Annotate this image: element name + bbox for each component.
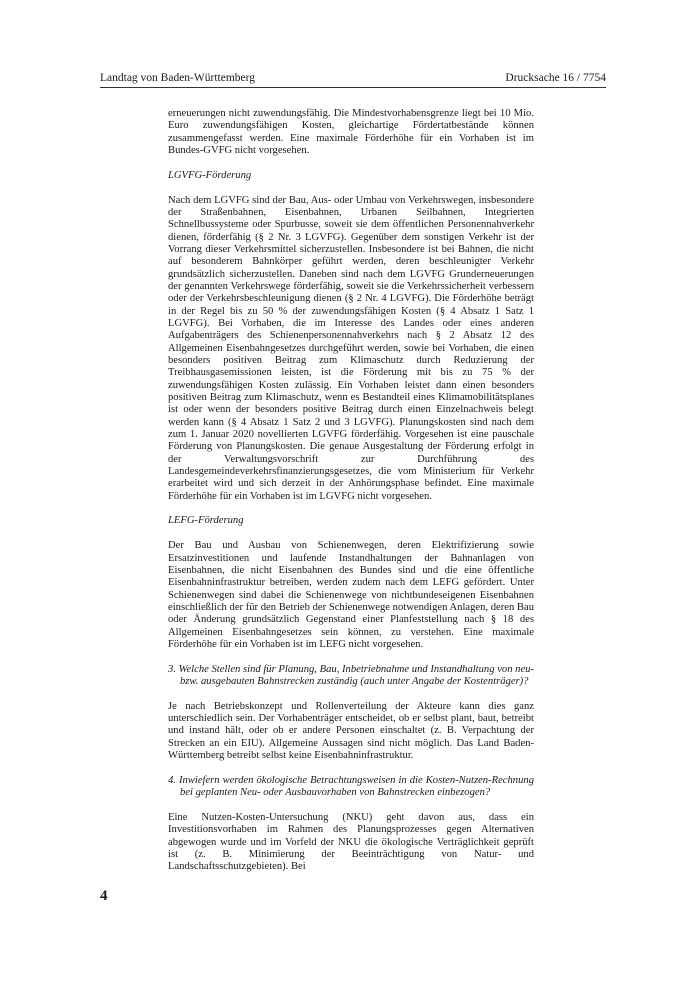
question-3: 3. Welche Stellen sind für Planung, Bau, Inbetriebnahme und Instandhaltung von neu- bzw. ausgebauten Bahnstrecken zuständig (auch unter Angabe der Kostenträger)?: [168, 663, 534, 688]
header-parliament: Landtag von Baden-Württemberg: [100, 72, 255, 84]
header-rule: [100, 87, 606, 88]
question-4: 4. Inwiefern werden ökologische Betrachtungsweisen in die Kosten-Nutzen-Rechnung bei geplanten Neu- oder Ausbauvorhaben von Bahnstrecken einbezogen?: [168, 774, 534, 799]
paragraph-bundes-gvfg-end: erneuerungen nicht zuwendungsfähig. Die Mindestvorhabensgrenze liegt bei 10 Mio. Euro zuwendungsfähigen Kosten, gleichartige Fördertatbestände können zusammengefasst werden. Eine maximale Förderhöhe für ein Vorhaben ist im Bundes-GVFG nicht vorgesehen.: [168, 108, 534, 157]
paragraph-lgvfg: Nach dem LGVFG sind der Bau, Aus- oder Umbau von Verkehrswegen, insbesondere der Straßenbahnen, Eisenbahnen, Urbanen Seilbahnen, Integrierten Schnellbussysteme oder Spurbusse, soweit sie dem öffentlichen Personennahverkehr dienen, förderfähig (§ 2 Nr. 3 LGVFG). Gegenüber dem sonstigen Verkehr ist der Vorrang dieser Verkehrsmittel sicherzustellen. Insbesondere ist bei Bahnen, die nicht auf besonderem Bahnkörper geführt werden, deren beschleunigter Verkehr grundsätzlich sicherzustellen. Daneben sind nach dem LGVFG Grunderneuerungen der genannten Verkehrswege förderfähig, soweit sie die Verkehrssicherheit verbessern oder der Verkehrsbeschleunigung dienen (§ 2 Nr. 4 LGVFG). Die Förderhöhe beträgt in der Regel bis zu 50 % der zuwendungsfähigen Kosten (§ 4 Absatz 1 Satz 1 LGVFG). Bei Vorhaben, die im Interesse des Landes oder eines anderen Aufgabenträgers des Schienenpersonennahverkehrs nach § 2 Absatz 12 des Allgemeinen Eisenbahngesetzes durchgeführt werden, sowie bei Vorhaben, die einen besonders positiven Beitrag zum Klimaschutz durch Reduzierung der Treibhausgasemissionen leisten, ist die Förderung mit bis zu 75 % der zuwendungsfähigen Kosten zulässig. Ein Vorhaben leistet dann einen besonders positiven Beitrag zum Klimaschutz, wenn es Bestandteil eines Klimamobilitätsplanes ist oder wenn der besonders positive Beitrag durch einen Einzelnachweis belegt werden kann (§ 4 Absatz 1 Satz 2 und 3 LGVFG). Planungskosten sind nach dem zum 1. Januar 2020 novellierten LGVFG förderfähig. Vorgesehen ist eine pauschale Förderung von Planungskosten. Die genaue Ausgestaltung der Förderung erfolgt in der Verwaltungsvorschrift zur Durchführung des Landesgemeindeverkehrsfinanzierungsgesetzes, die vom Ministerium für Verkehr erarbeitet wird und sich derzeit in der Anhörungsphase befindet. Eine maximale Förderhöhe für ein Vorhaben ist im LGVFG nicht vorgesehen.: [168, 194, 534, 502]
subheading-lefg: LEFG-Förderung: [168, 515, 244, 527]
page-number: 4: [100, 888, 108, 904]
page-content: [168, 108, 534, 874]
header-document-number: Drucksache 16 / 7754: [505, 72, 606, 84]
answer-3: Je nach Betriebskonzept und Rollenverteilung der Akteure kann dies ganz unterschiedlich sein. Der Vorhabenträger entscheidet, ob er selbst plant, baut, betreibt und instand hält, oder ob er andere Personen einschaltet (z. B. Verpachtung der Strecken an ein EIU). Allgemeine Aussagen sind nicht möglich. Das Land Baden-Württemberg betreibt selbst keine Eisenbahninfrastruktur.: [168, 700, 534, 762]
paragraph-lefg: Der Bau und Ausbau von Schienenwegen, deren Elektrifizierung sowie Ersatzinvestitionen und laufende Instandhaltungen der Bahnanlagen von Eisenbahnen, die nicht Eisenbahnen des Bundes sind und die eine öffentliche Eisenbahninfrastruktur betreiben, werden zudem nach dem LEFG gefördert. Unter Schienenwegen sind dabei die Schienenwege von nichtbundeseigenen Eisenbahnen einschließlich der für den Betrieb der Schienenwege notwendigen Anlagen, deren Bau oder Änderung grundsätzlich Gegenstand einer Planfeststellung nach § 18 des Allgemeinen Eisenbahngesetzes sein können, zu verstehen. Eine maximale Förderhöhe für ein Vorhaben ist im LEFG nicht vorgesehen.: [168, 540, 534, 650]
page-header: [100, 70, 606, 90]
answer-4: Eine Nutzen-Kosten-Untersuchung (NKU) geht davon aus, dass ein Investitionsvorhaben im Rahmen des Planungsprozesses gegen Alternativen abgewogen wurde und im Vorfeld der NKU die ökologische Verträglichkeit geprüft ist (z. B. Minimierung der Beeinträchtigung von Natur- und Landschaftsschutzgebieten). Bei: [168, 811, 534, 873]
subheading-lgvfg: LGVFG-Förderung: [168, 169, 252, 181]
